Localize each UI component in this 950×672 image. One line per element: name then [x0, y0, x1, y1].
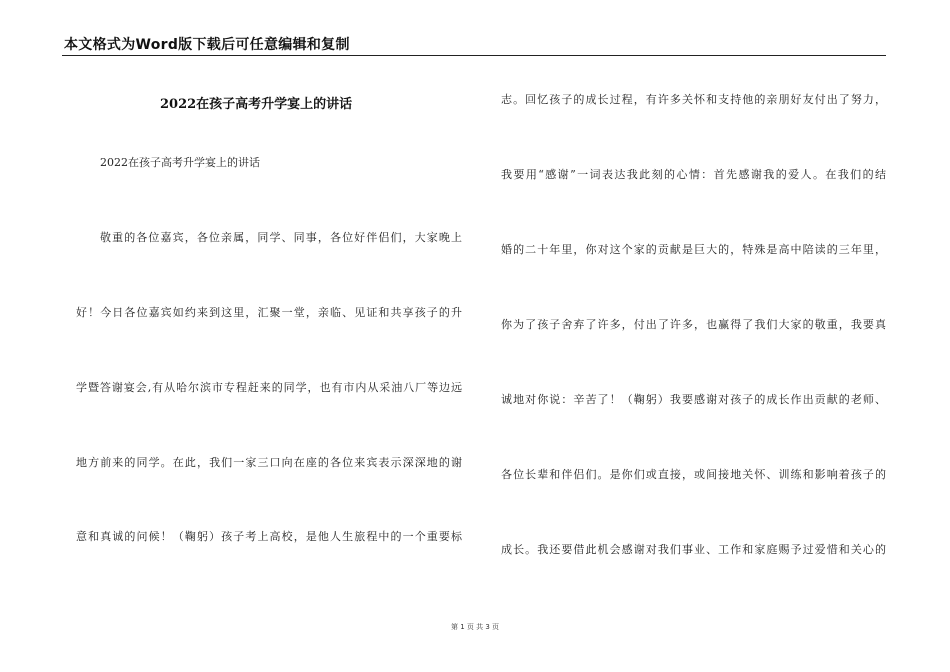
text-line: 志。回忆孩子的成长过程，有许多关怀和支持他的亲朋好友付出了努力，: [501, 93, 886, 106]
text-line: 好！今日各位嘉宾如约来到这里，汇聚一堂，亲临、见证和共享孩子的升: [76, 306, 462, 319]
text-line: 你为了孩子舍弃了许多，付出了许多，也赢得了我们大家的敬重，我要真: [501, 318, 886, 331]
text-line: 学暨答谢宴会,有从哈尔滨市专程赶来的同学，也有市内从采油八厂等边远: [76, 381, 462, 394]
text-line: 成长。我还要借此机会感谢对我们事业、工作和家庭赐予过爱惜和关心的: [501, 543, 886, 556]
text-line: 意和真诚的问候！（鞠躬）孩子考上高校，是他人生旅程中的一个重要标: [76, 530, 462, 543]
text-line: 2022在孩子高考升学宴上的讲话: [100, 156, 260, 169]
document-title: 2022在孩子高考升学宴上的讲话: [160, 97, 353, 112]
text-line: 诚地对你说：辛苦了！（鞠躬）我要感谢对孩子的成长作出贡献的老师、: [501, 393, 886, 406]
page-footer: 第 1 页 共 3 页: [450, 623, 500, 631]
text-line: 婚的二十年里，你对这个家的贡献是巨大的，特殊是高中陪读的三年里，: [501, 243, 886, 256]
text-line: 各位长辈和伴侣们。是你们或直接，或间接地关怀、训练和影响着孩子的: [501, 468, 886, 481]
text-line: 地方前来的同学。在此，我们一家三口向在座的各位来宾表示深深地的谢: [76, 456, 462, 469]
text-line: 敬重的各位嘉宾，各位亲属，同学、同事，各位好伴侣们，大家晚上: [100, 231, 462, 244]
document-header-title: 本文格式为Word版下载后可任意编辑和复制: [64, 37, 350, 53]
text-line: 我要用“感谢”一词表达我此刻的心情：首先感谢我的爱人。在我们的结: [501, 168, 886, 181]
header-divider: [62, 55, 886, 56]
